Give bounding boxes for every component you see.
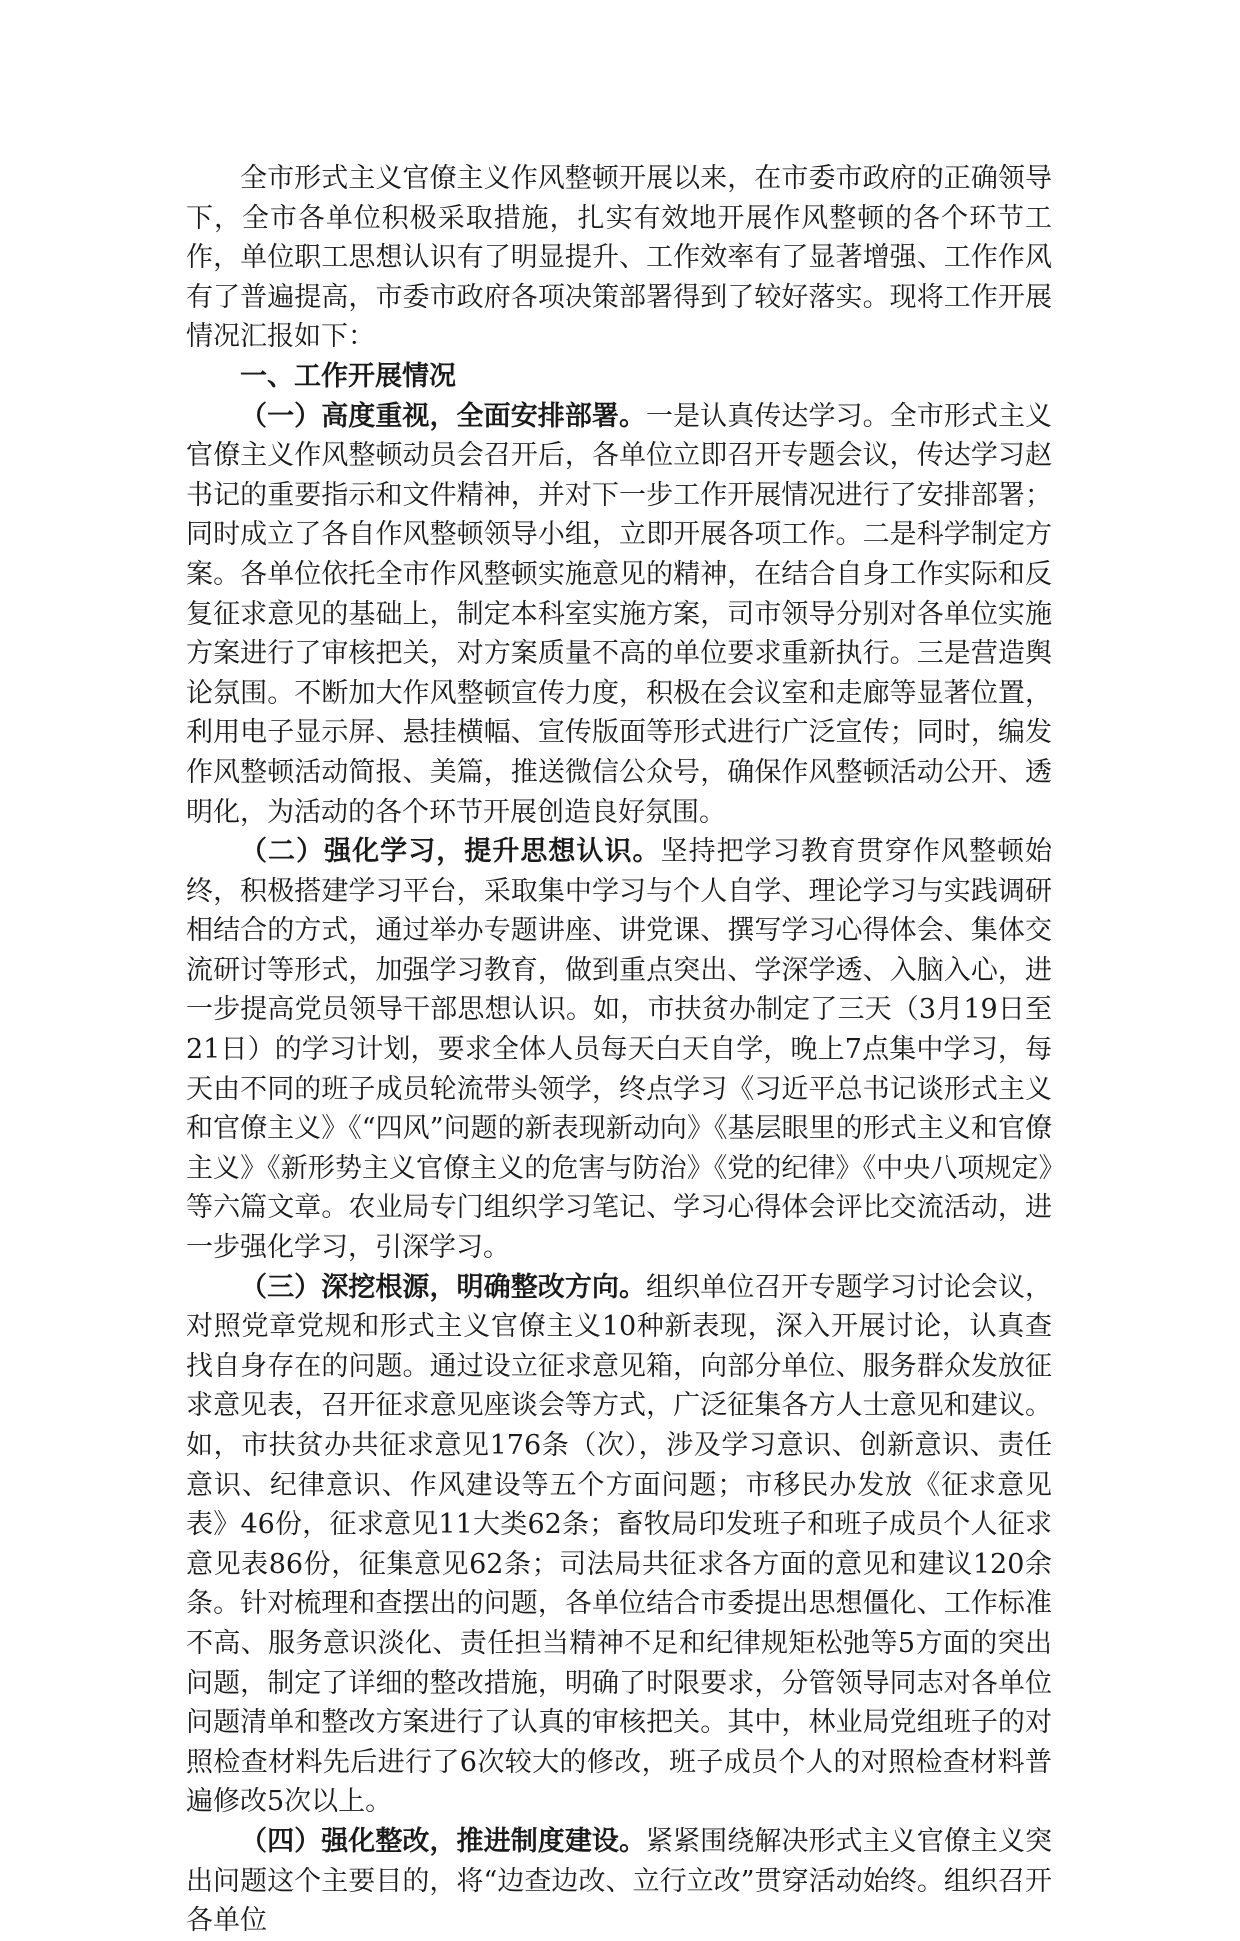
paragraph-1: [186, 397, 1052, 833]
paragraph-3-lead: （三）深挖根源，明确整改方向。: [240, 1271, 647, 1303]
paragraph-4-lead: （四）强化整改，推进制度建设。: [240, 1825, 647, 1857]
paragraph-4: [186, 1822, 1052, 1941]
paragraph-3: [186, 1268, 1052, 1822]
section-heading: 一、工作开展情况: [240, 360, 456, 392]
paragraph-3-body: 组织单位召开专题学习讨论会议，对照党章党规和形式主义官僚主义10种新表现，深入开展讨论，认真查找自身存在的问题。通过设立征求意见箱，向部分单位、服务群众发放征求意见表，召开征求意见座谈会等方式，广泛征集各方人士意见和建议。如，市扶贫办共征求意见176条（次），涉及学习意识、创新意识、责任意识、纪律意识、作风建设等五个方面问题；市移民办发放《征求意见表》46份，征求意见11大类62条；畜牧局印发班子和班子成员个人征求意见表86份，征集意见62条；司法局共征求各方面的意见和建议120余条。针对梳理和查摆出的问题，各单位结合市委提出思想僵化、工作标准不高、服务意识淡化、责任担当精神不足和纪律规矩松弛等5方面的突出问题，制定了详细的整改措施，明确了时限要求，分管领导同志对各单位问题清单和整改方案进行了认真的审核把关。其中，林业局党组班子的对照检查材料先后进行了6次较大的修改，班子成员个人的对照检查材料普遍修改5次以上。: [186, 1271, 1053, 1818]
paragraph-2-body: 坚持把学习教育贯穿作风整顿始终，积极搭建学习平台，采取集中学习与个人自学、理论学习与实践调研相结合的方式，通过举办专题讲座、讲党课、撰写学习心得体会、集体交流研讨等形式，加强学习教育，做到重点突出、学深学透、入脑入心，进一步提高党员领导干部思想认识。如，市扶贫办制定了三天（3月19日至21日）的学习计划，要求全体人员每天白天自学，晚上7点集中学习，每天由不同的班子成员轮流带头领学，终点学习《习近平总书记谈形式主义和官僚主义》《“四风”问题的新表现新动向》《基层眼里的形式主义和官僚主义》《新形势主义官僚主义的危害与防治》《党的纪律》《中央八项规定》等六篇文章。农业局专门组织学习笔记、学习心得体会评比交流活动，进一步强化学习，引深学习。: [186, 836, 1053, 1264]
intro-paragraph: 全市形式主义官僚主义作风整顿开展以来，在市委市政府的正确领导下，全市各单位积极采取措施，扎实有效地开展作风整顿的各个环节工作，单位职工思想认识有了明显提升、工作效率有了显著增强、工作作风有了普遍提高，市委市政府各项决策部署得到了较好落实。现将工作开展情况汇报如下：: [186, 163, 1052, 353]
paragraph-2: [186, 832, 1052, 1268]
paragraph-1-lead: （一）高度重视，全面安排部署。: [240, 400, 647, 432]
document-page: [186, 159, 1052, 1941]
paragraph-1-body: 一是认真传达学习。全市形式主义官僚主义作风整顿动员会召开后，各单位立即召开专题会议，传达学习赵书记的重要指示和文件精神，并对下一步工作开展情况进行了安排部署；同时成立了各自作风整顿领导小组，立即开展各项工作。二是科学制定方案。各单位依托全市作风整顿实施意见的精神，在结合自身工作实际和反复征求意见的基础上，制定本科室实施方案，司市领导分别对各单位实施方案进行了审核把关，对方案质量不高的单位要求重新执行。三是营造舆论氛围。不断加大作风整顿宣传力度，积极在会议室和走廊等显著位置，利用电子显示屏、悬挂横幅、宣传版面等形式进行广泛宣传；同时，编发作风整顿活动简报、美篇，推送微信公众号，确保作风整顿活动公开、透明化，为活动的各个环节开展创造良好氛围。: [186, 400, 1053, 828]
paragraph-2-lead: （二）强化学习，提升思想认识。: [240, 836, 661, 868]
paragraph-4-body: 紧紧围绕解决形式主义官僚主义突出问题这个主要目的，将“边查边改、立行立改”贯穿活动始终。组织召开各单位: [186, 1825, 1053, 1937]
